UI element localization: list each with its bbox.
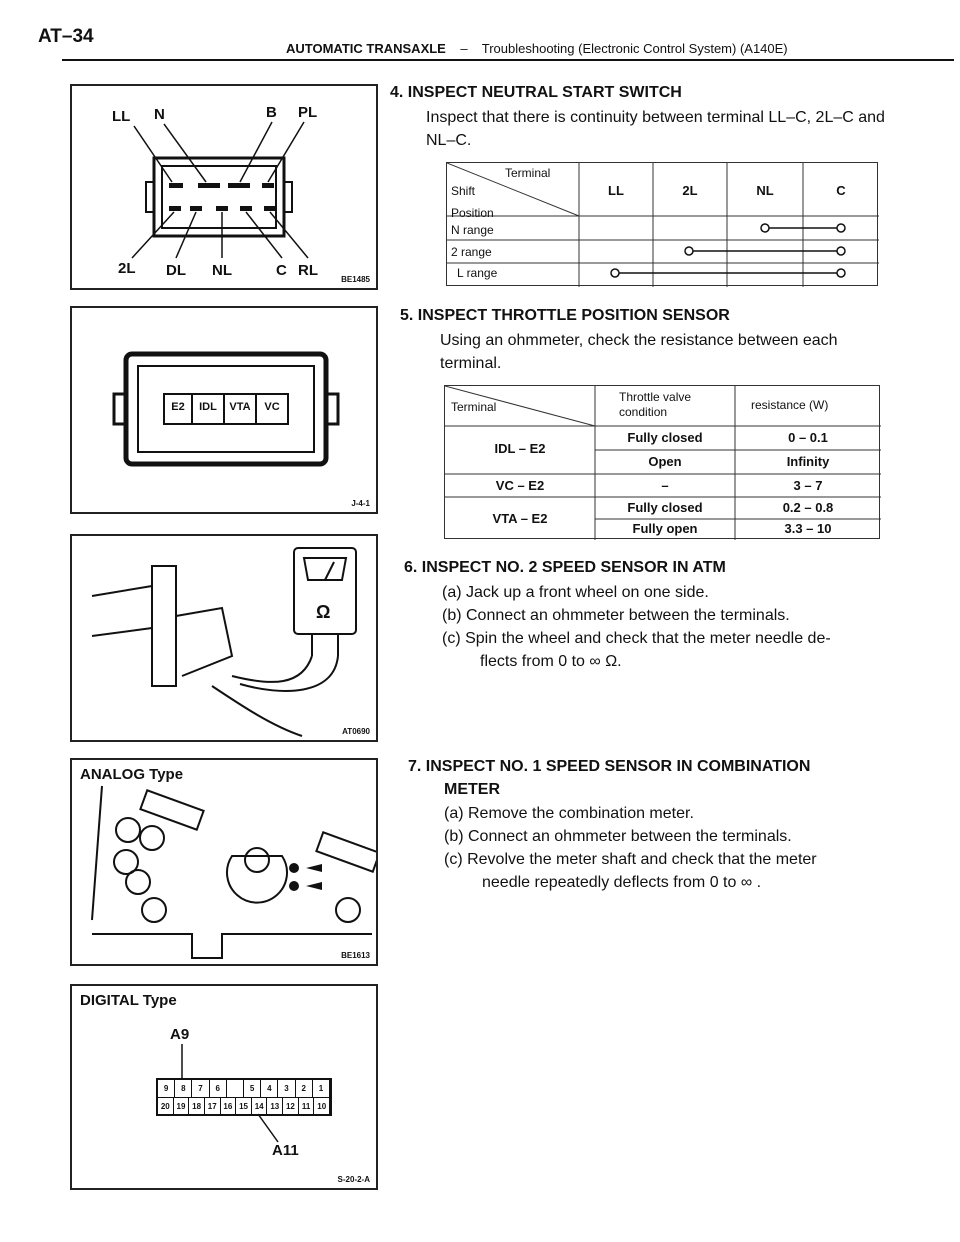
res-4: 0.2 – 0.8	[782, 500, 834, 515]
speed-sensor-ohmmeter-figure	[70, 534, 378, 742]
switch-continuity-table	[446, 162, 878, 286]
label-a11: A11	[272, 1142, 299, 1159]
label-n: N	[154, 106, 165, 123]
figure-code: S-20-2-A	[337, 1175, 370, 1184]
top-pin: 8	[175, 1080, 192, 1097]
step6-b: (b) Connect an ohmmeter between the terminals.	[442, 607, 790, 624]
bottom-pin: 18	[189, 1098, 205, 1115]
bottom-pin: 14	[252, 1098, 268, 1115]
top-pin: 7	[192, 1080, 209, 1097]
top-pin: 2	[296, 1080, 313, 1097]
step7-heading-2: METER	[444, 781, 500, 798]
section-title: AUTOMATIC TRANSAXLE	[286, 41, 446, 56]
step7-c1: (c) Revolve the meter shaft and check that the meter	[444, 851, 817, 868]
step5-text: Using an ohmmeter, check the resistance between each terminal.	[440, 332, 838, 372]
step7-a: (a) Remove the combination meter.	[444, 805, 694, 822]
title-separator: –	[460, 41, 468, 56]
ohmmeter-drawing	[72, 536, 378, 742]
step5-heading: 5. INSPECT THROTTLE POSITION SENSOR	[400, 307, 730, 324]
label-a9: A9	[170, 1026, 190, 1043]
cond-open: Open	[648, 454, 682, 469]
row-n-range: N range	[451, 223, 494, 237]
label-pl: PL	[298, 104, 318, 121]
col-c: C	[836, 183, 846, 198]
step6-heading: 6. INSPECT NO. 2 SPEED SENSOR IN ATM	[404, 559, 726, 576]
step6-c1: (c) Spin the wheel and check that the meter needle de-	[442, 630, 831, 647]
res-5: 3.3 – 10	[784, 521, 832, 536]
cond-fully-open: Fully open	[632, 521, 698, 536]
bottom-pin: 16	[221, 1098, 237, 1115]
label-c: C	[276, 262, 287, 279]
running-title	[286, 41, 788, 56]
step7-heading-1: 7. INSPECT NO. 1 SPEED SENSOR IN COMBINATION	[408, 758, 811, 775]
res-1: 0 – 0.1	[788, 430, 828, 445]
cond-fully-closed-1: Fully closed	[627, 430, 703, 445]
top-pin: 4	[261, 1080, 278, 1097]
pin-block	[156, 1078, 332, 1116]
bottom-pin: 20	[158, 1098, 174, 1115]
header-shift: Shift	[451, 184, 476, 198]
analog-type-title: ANALOG Type	[80, 766, 184, 783]
row-l-range: L range	[457, 266, 498, 280]
figure-code: BE1613	[341, 951, 370, 960]
figure-code: J-4-1	[351, 499, 370, 508]
cond-dash: –	[661, 478, 669, 493]
analog-meter-figure	[70, 758, 378, 966]
header-terminal: Terminal	[505, 166, 551, 180]
bottom-pin: 17	[205, 1098, 221, 1115]
bottom-pin: 13	[267, 1098, 283, 1115]
label-dl: DL	[166, 262, 186, 279]
step6-c2: flects from 0 to ∞ Ω.	[480, 653, 622, 670]
res-2: Infinity	[786, 454, 830, 469]
figure-code: AT0690	[342, 727, 370, 736]
bottom-pin: 19	[174, 1098, 190, 1115]
label-nl: NL	[212, 262, 232, 279]
analog-meter-drawing	[72, 760, 378, 966]
pin-e2: E2	[171, 401, 185, 413]
digital-meter-figure	[70, 984, 378, 1190]
term-vta-e2: VTA – E2	[492, 511, 548, 526]
bottom-pin: 15	[236, 1098, 252, 1115]
step4-heading: 4. INSPECT NEUTRAL START SWITCH	[390, 84, 682, 101]
header-terminal: Terminal	[451, 400, 497, 414]
row-2-range: 2 range	[451, 245, 492, 259]
throttle-resistance-table	[444, 385, 880, 539]
col-ll: LL	[608, 183, 624, 198]
throttle-sensor-figure	[70, 306, 378, 514]
pin-idl: IDL	[199, 401, 217, 413]
col-2l: 2L	[682, 183, 698, 198]
label-b: B	[266, 104, 277, 121]
label-2l: 2L	[118, 260, 136, 277]
figure-code: BE1485	[341, 275, 370, 284]
term-vc-e2: VC – E2	[495, 478, 545, 493]
pin-row-top	[158, 1080, 330, 1098]
res-3: 3 – 7	[793, 478, 823, 493]
pin-vc: VC	[264, 401, 280, 413]
step7-c2: needle repeatedly deflects from 0 to ∞ .	[482, 874, 762, 891]
bottom-pin: 10	[314, 1098, 330, 1115]
pin-row-bottom	[158, 1098, 330, 1115]
top-pin: 1	[313, 1080, 330, 1097]
header-position: Position	[451, 206, 494, 220]
top-pin: 5	[244, 1080, 261, 1097]
page-number: AT–34	[38, 26, 94, 47]
step6-a: (a) Jack up a front wheel on one side.	[442, 584, 709, 601]
section-subtitle: Troubleshooting (Electronic Control System) (A140E)	[481, 41, 788, 56]
step7-b: (b) Connect an ohmmeter between the terminals.	[444, 828, 792, 845]
bottom-pin: 11	[299, 1098, 315, 1115]
pin-vta: VTA	[229, 401, 251, 413]
header-rule	[62, 59, 954, 61]
top-pin: 9	[158, 1080, 175, 1097]
cond-fully-closed-2: Fully closed	[627, 500, 703, 515]
label-rl: RL	[298, 262, 318, 279]
term-idl-e2: IDL – E2	[494, 441, 546, 456]
top-pin	[227, 1080, 244, 1097]
top-pin: 3	[278, 1080, 295, 1097]
label-ll: LL	[112, 108, 131, 125]
header-valve-condition: Throttle valve condition	[619, 390, 692, 419]
step4-text: Inspect that there is continuity between terminal LL–C, 2L–C and NL–C.	[426, 109, 885, 149]
digital-type-title: DIGITAL Type	[80, 992, 177, 1009]
bottom-pin: 12	[283, 1098, 299, 1115]
top-pin: 6	[210, 1080, 227, 1097]
col-nl: NL	[756, 183, 774, 198]
ohm-symbol: Ω	[316, 602, 331, 622]
switch-table-grid	[447, 163, 879, 287]
neutral-start-switch-figure	[70, 84, 378, 290]
header-resistance: resistance (W)	[751, 398, 829, 412]
